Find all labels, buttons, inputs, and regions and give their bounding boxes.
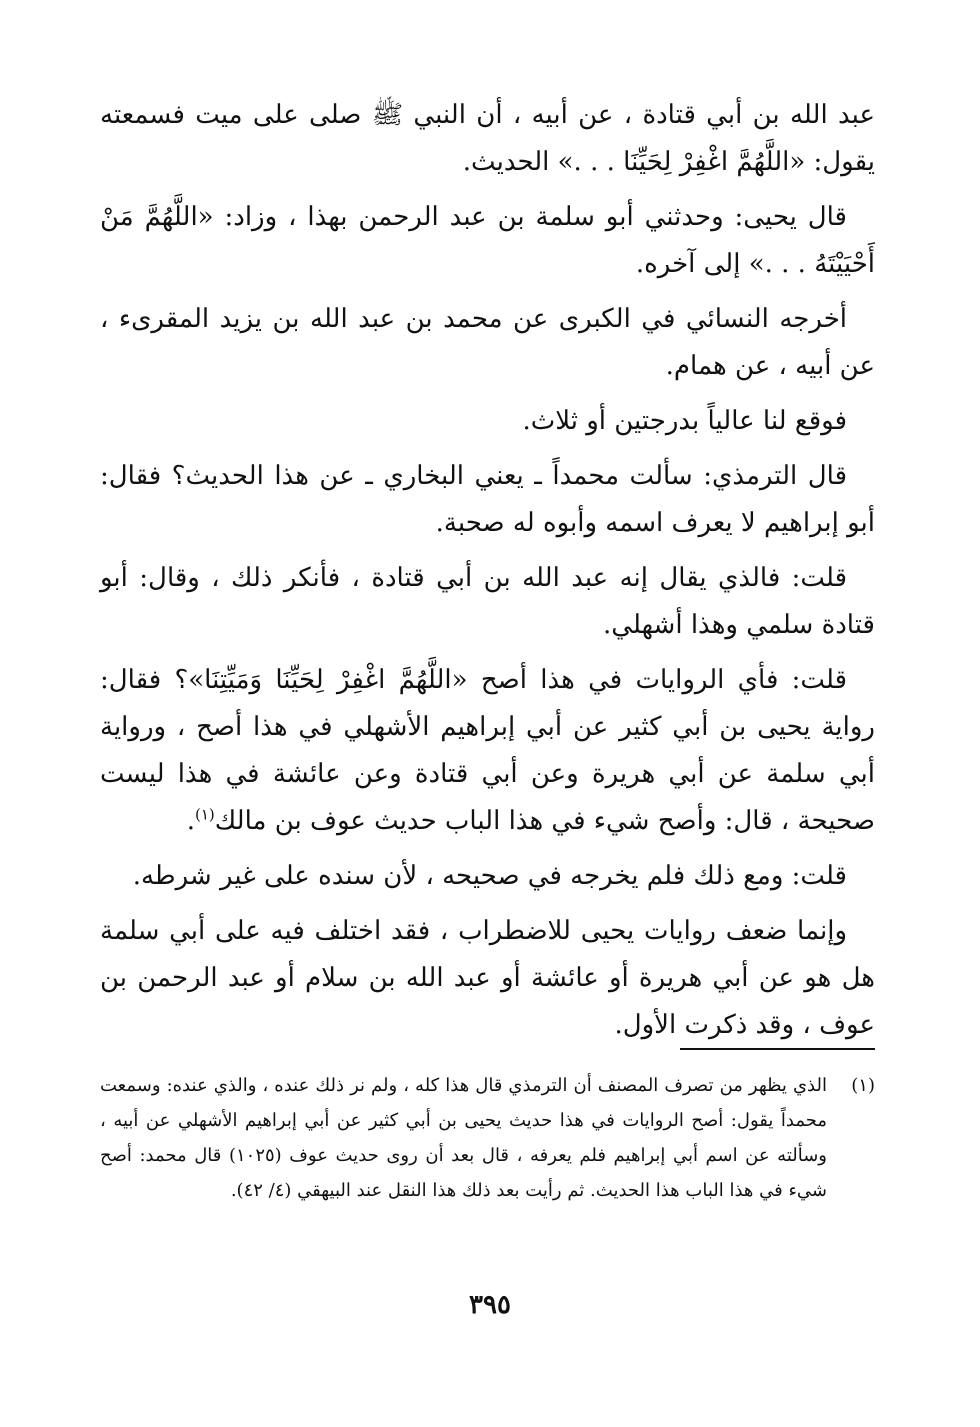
paragraph-3: أخرجه النسائي في الكبرى عن محمد بن عبد الله بن يزيد المقرىء ، عن أبيه ، عن همام. [100, 304, 875, 381]
footnote-divider [680, 1048, 875, 1050]
paragraph-5: قال الترمذي: سألت محمداً ـ يعني البخاري ـ عن هذا الحديث؟ فقال: أبو إبراهيم لا يعرف اسمه وأبوه له صحبة. [100, 461, 875, 538]
paragraph-1: عبد الله بن أبي قتادة ، عن أبيه ، أن النبي ﷺ صلى على ميت فسمعته يقول: «اللَّهُمَّ اغْفِرْ لِحَيِّنَا . . .» الحديث. [100, 100, 875, 177]
footnote-text: الذي يظهر من تصرف المصنف أن الترمذي قال هذا كله ، ولم نر ذلك عنده ، والذي عنده: وسمعت محمداً يقول: أصح الروايات في هذا حديث يحيى بن أبي كثير عن أبي إبراهيم الأشهلي عن أبيه ، وسألته عن اسم أبي إبراهيم فلم يعرفه ، قال بعد أن روى حديث عوف (١٠٢٥) قال محمد: أصح شيء في هذا الباب هذا الحديث. ثم رأيت بعد ذلك هذا النقل عند البيهقي (٤/ ٤٢). [100, 1075, 827, 1201]
page-body [100, 92, 875, 1057]
paragraph-2: قال يحيى: وحدثني أبو سلمة بن عبد الرحمن بهذا ، وزاد: «اللَّهُمَّ مَنْ أَحْيَيْتَهُ . . .» إلى آخره. [100, 202, 875, 279]
footnote-reference: (١) [194, 805, 215, 824]
footnote-marker: (١) [851, 1075, 875, 1096]
footnote [100, 1068, 875, 1208]
paragraph-9: وإنما ضعف روايات يحيى للاضطراب ، فقد اختلف فيه على أبي سلمة هل هو عن أبي هريرة أو عائشة أو عبد الله بن سلام أو عبد الرحمن بن عوف ، وقد ذكرت الأول. [100, 916, 875, 1040]
paragraph-7-text: قلت: فأي الروايات في هذا أصح «اللَّهُمَّ اغْفِرْ لِحَيِّنَا وَمَيِّتِنَا»؟ فقال: رواية يحيى بن أبي كثير عن أبي إبراهيم الأشهلي في هذا أصح ، ورواية أبي سلمة عن أبي هريرة وعن أبي قتادة وعن عائشة في هذا ليست صحيحة ، قال: وأصح شيء في هذا الباب حديث عوف بن مالك [100, 665, 875, 836]
paragraph-8: قلت: ومع ذلك فلم يخرجه في صحيحه ، لأن سنده على غير شرطه. [132, 861, 847, 891]
paragraph-7 [100, 657, 875, 845]
paragraph-6: قلت: فالذي يقال إنه عبد الله بن أبي قتادة ، فأنكر ذلك ، وقال: أبو قتادة سلمي وهذا أشهلي. [100, 563, 875, 640]
page-number: ٣٩٥ [469, 1290, 511, 1320]
paragraph-4: فوقع لنا عالياً بدرجتين أو ثلاث. [522, 406, 847, 436]
paragraph-7-end: . [186, 806, 195, 836]
